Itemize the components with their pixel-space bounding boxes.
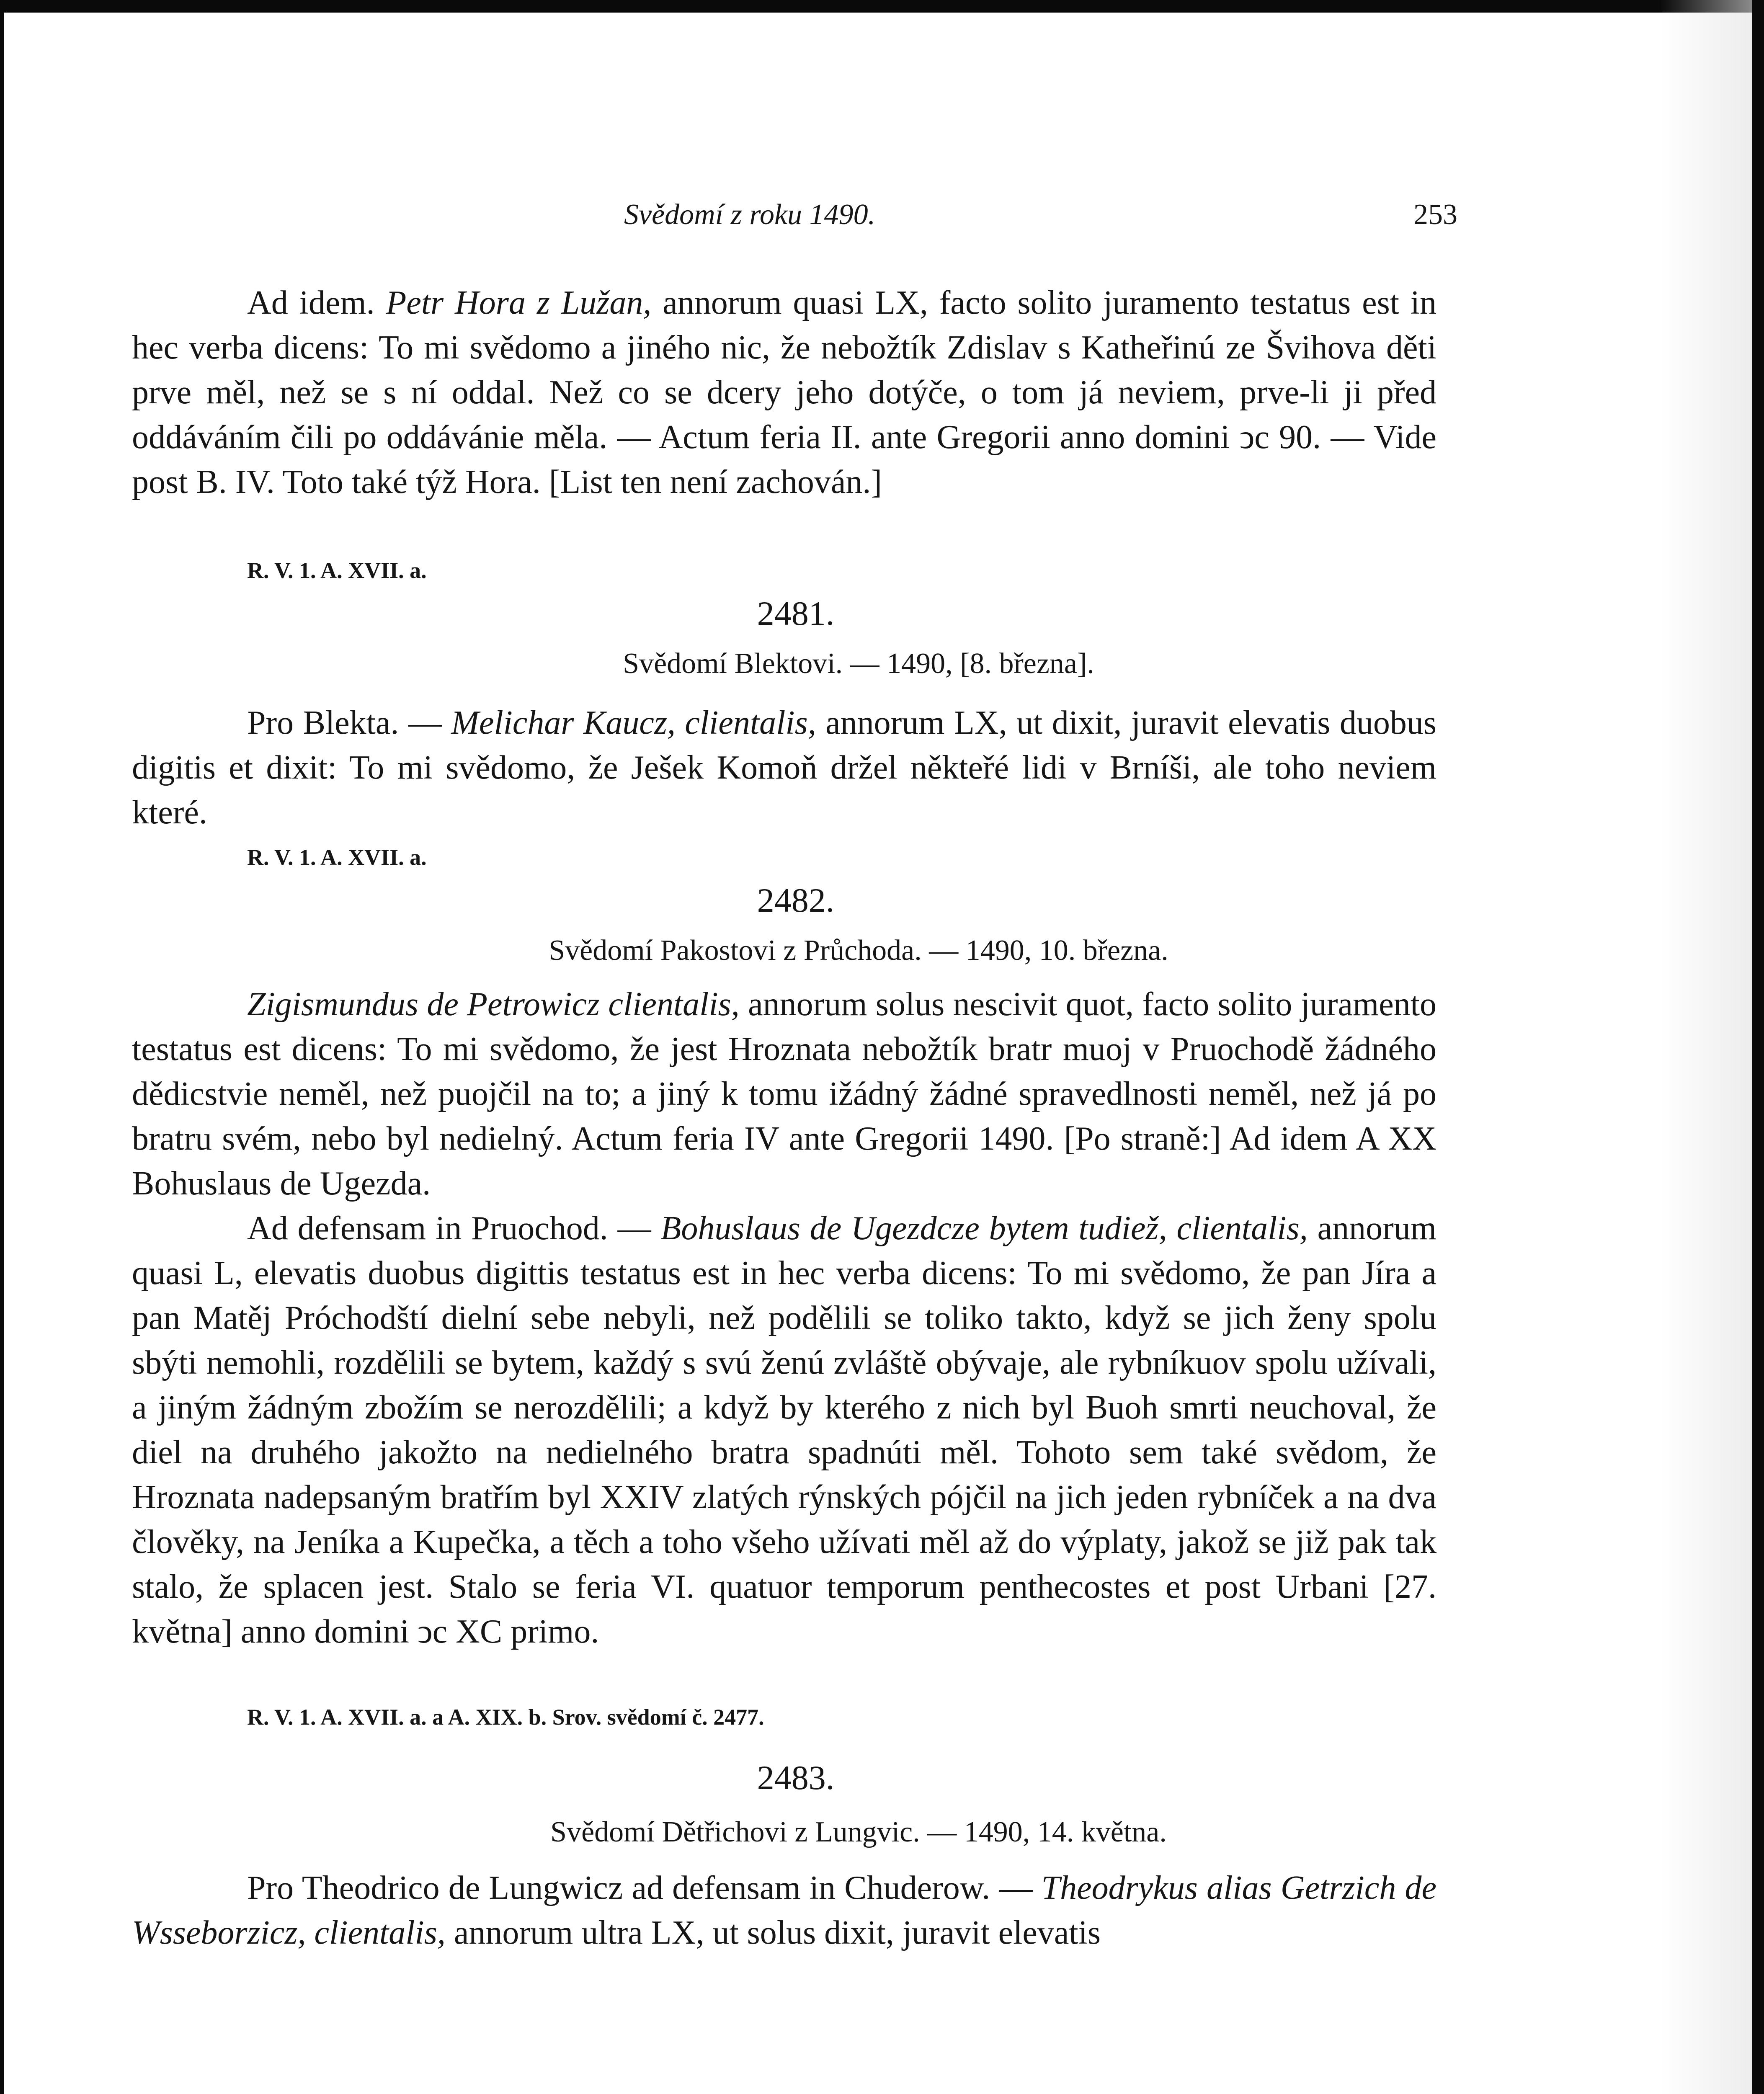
paragraph-body: annorum quasi L, elevatis duobus digittis testatus est in hec verba dicens: To mi svědomo, že pan Jíra a pan Matěj Próchodští dielní sebe nebyli, než podělili se toliko takto, když se jich ženy spolu sbýti nemohli, rozdělili se bytem, každý s svú ženú zvláště obývaje, ale rybníkuov spolu užívali, a jiným žádným zbožím se nerozdělili; a když by kterého z nich byl Buoh smrti neuchoval, že diel na druhého jakožto na nedielného bratra spadnúti měl. Tohoto sem také svědom, že Hroznata nadepsaným bratřím byl XXIV zlatých rýnských pójčil na jich jeden rybníček a na dva člověky, na Jeníka a Kupečka, a těch a toho všeho užívati měl až do výplaty, jakož se již pak tak stalo, že splacen jest. Stalo se feria VI. quatuor temporum penthecostes et post Urbani [27. května] anno domini ↄc XC primo. <box>132 1210 1436 1650</box>
paragraph-body: annorum quasi LX, facto solito juramento testatus est in hec verba dicens: To mi svědomo a jiného nic, že nebožtík Zdislav s Katheřinú ze Švihova děti prve měl, než se s ní oddal. Než co se dcery jeho dotýče, o tom já neviem, prve-li ji před oddáváním čili po oddávánie měla. — Actum feria II. ante Gregorii anno domini ↄc 90. — Vide post B. IV. Toto také týž Hora. [List ten není zachován.] <box>132 284 1437 500</box>
document-heading: Svědomí Blektovi. — 1490, [8. března]. <box>623 647 1094 680</box>
page-number: 253 <box>1413 199 1457 231</box>
document-number: 2481. <box>757 594 835 632</box>
witness-name: Theodrykus alias Getrzich de Wsseborzicz, clientalis, <box>132 1870 1437 1951</box>
document-number: 2483. <box>757 1759 835 1797</box>
document-heading: Svědomí Dětřichovi z Lungvic. — 1490, 14. května. <box>550 1816 1167 1848</box>
witness-name: Melichar Kaucz, clientalis, <box>451 704 816 741</box>
testimony-paragraph <box>132 982 1436 1206</box>
witness-name: Bohuslaus de Ugezdcze bytem tudiež, clientalis, <box>660 1210 1308 1247</box>
paragraph-lead: Pro Blekta. — <box>247 704 442 741</box>
document-number: 2482. <box>757 881 835 919</box>
continuation-paragraph <box>132 281 1436 505</box>
source-reference: R. V. 1. A. XVII. a. a A. XIX. b. Srov. svědomí č. 2477. <box>247 1705 764 1730</box>
testimony-paragraph <box>132 1206 1436 1654</box>
paragraph-lead: Pro Theodrico de Lungwicz ad defensam in Chuderow. — <box>247 1870 1033 1906</box>
paragraph-body: annorum solus nescivit quot, facto solito juramento testatus est dicens: To mi svědomo, že jest Hroznata nebožtík bratr muoj v Pruochodě žádného dědicstvie neměl, než puojčil na to; a jiný k tomu ižádný žádné spravedlnosti neměl, než já po bratru svém, nebo byl nedielný. Actum feria IV ante Gregorii 1490. [Po straně:] Ad idem A XX Bohuslaus de Ugezda. <box>132 986 1436 1202</box>
testimony-paragraph <box>132 1866 1436 1955</box>
running-header-title: Svědomí z roku 1490. <box>624 199 876 231</box>
document-heading: Svědomí Pakostovi z Průchoda. — 1490, 10. března. <box>549 934 1168 967</box>
testimony-paragraph <box>132 701 1436 835</box>
source-reference: R. V. 1. A. XVII. a. <box>247 845 427 870</box>
paragraph-lead: Ad idem. <box>247 284 375 321</box>
witness-name: Zigismundus de Petrowicz clientalis, <box>247 986 740 1023</box>
paragraph-body: annorum LX, ut dixit, juravit elevatis duobus digitis et dixit: To mi svědomo, že Ješek Komoň držel někteřé lidi v Brníši, ale toho neviem které. <box>132 704 1437 831</box>
paragraph-lead: Ad defensam in Pruochod. — <box>247 1210 651 1247</box>
witness-name: Petr Hora z Lužan, <box>386 284 652 321</box>
paragraph-body: annorum ultra LX, ut solus dixit, juravit elevatis <box>454 1914 1101 1951</box>
source-reference: R. V. 1. A. XVII. a. <box>247 558 427 583</box>
